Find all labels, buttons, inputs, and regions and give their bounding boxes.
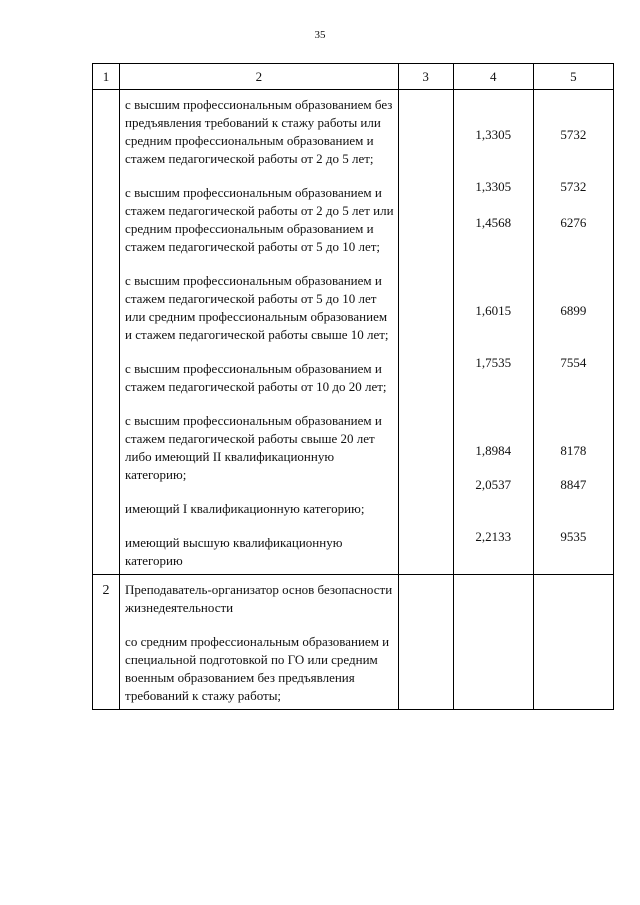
qualification-paragraph: имеющий высшую квалификационную категорию bbox=[125, 535, 343, 568]
column-header: 5 bbox=[533, 64, 613, 90]
coefficient-value: 1,3305 bbox=[475, 127, 512, 142]
salary-value: 5732 bbox=[560, 179, 587, 194]
column-header: 1 bbox=[93, 64, 120, 90]
salary-cell bbox=[533, 90, 613, 575]
coefficient-value: 2,2133 bbox=[475, 529, 512, 544]
table-row bbox=[93, 90, 614, 575]
row-number: 2 bbox=[93, 575, 120, 710]
column-header: 2 bbox=[120, 64, 399, 90]
position-description bbox=[120, 90, 399, 575]
column-3-cell bbox=[398, 90, 453, 575]
salary-table bbox=[92, 63, 614, 710]
coefficient-cell bbox=[453, 90, 533, 575]
qualification-paragraph: со средним профессиональным образованием и специальной подготовкой по ГО или средним военным образованием без предъявления требований к стажу работы; bbox=[125, 634, 390, 703]
page-number: 35 bbox=[314, 29, 326, 41]
qualification-paragraph: Преподаватель-организатор основ безопасности жизнедеятельности bbox=[125, 582, 393, 615]
coefficient-value: 1,4568 bbox=[475, 215, 512, 230]
salary-value: 6276 bbox=[560, 215, 587, 230]
qualification-paragraph: с высшим профессиональным образованием и стажем педагогической работы от 2 до 5 лет или средним профессиональным образованием и стажем педагогической работы от 5 до 10 лет; bbox=[125, 185, 394, 254]
column-header: 4 bbox=[453, 64, 533, 90]
position-description bbox=[120, 575, 399, 710]
column-header: 3 bbox=[398, 64, 453, 90]
salary-value: 6899 bbox=[560, 303, 587, 318]
salary-value: 7554 bbox=[560, 355, 587, 370]
coefficient-value: 1,6015 bbox=[475, 303, 512, 318]
salary-value: 8847 bbox=[560, 477, 587, 492]
coefficient-value: 2,0537 bbox=[475, 477, 512, 492]
qualification-paragraph: с высшим профессиональным образованием и стажем педагогической работы от 10 до 20 лет; bbox=[125, 361, 387, 394]
qualification-paragraph: с высшим профессиональным образованием без предъявления требований к стажу работы или средним профессиональным образованием и стажем педагогической работы от 2 до 5 лет; bbox=[125, 97, 393, 166]
salary-value: 5732 bbox=[560, 127, 587, 142]
header-row bbox=[93, 64, 614, 90]
table-row bbox=[93, 575, 614, 710]
qualification-paragraph: имеющий I квалификационную категорию; bbox=[125, 501, 365, 516]
qualification-paragraph: с высшим профессиональным образованием и стажем педагогической работы от 5 до 10 лет или средним профессиональным образованием и стажем педагогической работы свыше 10 лет; bbox=[125, 273, 389, 342]
coefficient-value: 1,3305 bbox=[475, 179, 512, 194]
coefficient-value: 1,8984 bbox=[475, 443, 512, 458]
coefficient-value: 1,7535 bbox=[475, 355, 512, 370]
column-3-cell bbox=[398, 575, 453, 710]
row-number bbox=[93, 90, 120, 575]
salary-value: 9535 bbox=[560, 529, 587, 544]
salary-value: 8178 bbox=[560, 443, 587, 458]
qualification-paragraph: с высшим профессиональным образованием и стажем педагогической работы свыше 20 лет либо имеющий II квалификационную категорию; bbox=[125, 413, 382, 482]
